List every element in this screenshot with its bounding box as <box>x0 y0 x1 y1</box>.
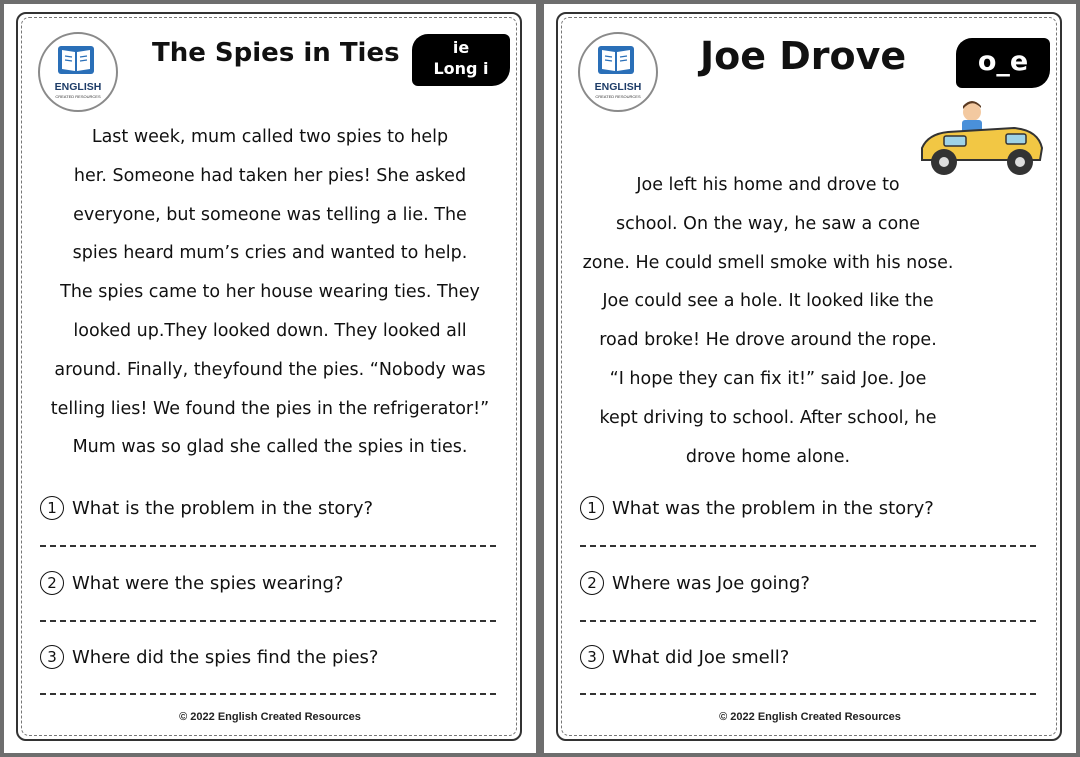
question-number: 1 <box>40 496 64 520</box>
worksheet-spies-in-ties <box>4 4 536 753</box>
page-title: The Spies in Ties <box>152 38 400 68</box>
question-text: What did Joe smell? <box>612 647 790 668</box>
answer-line[interactable] <box>580 545 1036 547</box>
story-text <box>28 118 512 467</box>
answer-line[interactable] <box>580 620 1036 622</box>
badge-line-2: Long i <box>433 59 489 78</box>
story-line: zone. He could smell smoke with his nose. <box>582 252 954 273</box>
question-text: Where was Joe going? <box>612 573 810 594</box>
story-line: looked up.They looked down. They looked all <box>73 320 467 341</box>
story-line: everyone, but someone was telling a lie. The <box>73 204 467 225</box>
question-text: What is the problem in the story? <box>72 498 374 519</box>
logo-text: ENGLISH <box>594 81 642 93</box>
question-1 <box>40 496 373 520</box>
question-1 <box>580 496 934 520</box>
story-line: her. Someone had taken her pies! She asked <box>73 165 467 186</box>
story-line: “I hope they can fix it!” said Joe. Joe <box>609 368 927 389</box>
question-text: Where did the spies find the pies? <box>72 647 379 668</box>
logo <box>578 32 658 112</box>
logo <box>38 32 118 112</box>
question-number: 3 <box>40 645 64 669</box>
question-text: What was the problem in the story? <box>612 498 934 519</box>
story-line: school. On the way, he saw a cone <box>615 213 921 234</box>
phonics-badge <box>412 34 510 86</box>
story-line: The spies came to her house wearing ties. They <box>60 282 480 303</box>
copyright-footer: © 2022 English Created Resources <box>179 711 361 723</box>
story-line: Mum was so glad she called the spies in ties. <box>72 437 468 458</box>
story-text <box>568 166 968 476</box>
question-number: 2 <box>40 571 64 595</box>
question-3 <box>580 645 789 669</box>
logo-subtext: CREATED RESOURCES <box>55 94 101 99</box>
logo-text: ENGLISH <box>54 81 102 93</box>
question-number: 1 <box>580 496 604 520</box>
story-line: spies heard mum’s cries and wanted to help. <box>72 243 468 264</box>
badge-line-1: ie <box>452 38 470 57</box>
story-line: Joe could see a hole. It looked like the <box>602 291 934 312</box>
story-line: telling lies! We found the pies in the refrigerator!” <box>50 398 490 419</box>
answer-line[interactable] <box>40 620 496 622</box>
story-line: drove home alone. <box>685 446 851 467</box>
question-text: What were the spies wearing? <box>72 573 344 594</box>
worksheet-joe-drove <box>544 4 1076 753</box>
question-number: 2 <box>580 571 604 595</box>
story-line: Last week, mum called two spies to help <box>91 127 449 147</box>
phonics-badge <box>956 38 1050 88</box>
page-title: Joe Drove <box>700 34 907 78</box>
book-icon <box>596 44 636 78</box>
story-line: road broke! He drove around the rope. <box>599 330 937 351</box>
question-3 <box>40 645 378 669</box>
answer-line[interactable] <box>580 693 1036 695</box>
story-line: around. Finally, theyfound the pies. “Nobody was <box>54 359 486 380</box>
logo-subtext: CREATED RESOURCES <box>595 94 641 99</box>
badge-line-1: o_e <box>977 46 1029 77</box>
answer-line[interactable] <box>40 693 496 695</box>
question-2 <box>580 571 810 595</box>
story-line: kept driving to school. After school, he <box>599 407 937 428</box>
answer-line[interactable] <box>40 545 496 547</box>
question-number: 3 <box>580 645 604 669</box>
book-icon <box>56 44 96 78</box>
copyright-footer: © 2022 English Created Resources <box>719 711 901 723</box>
story-line: Joe left his home and drove to <box>636 175 900 195</box>
question-2 <box>40 571 343 595</box>
